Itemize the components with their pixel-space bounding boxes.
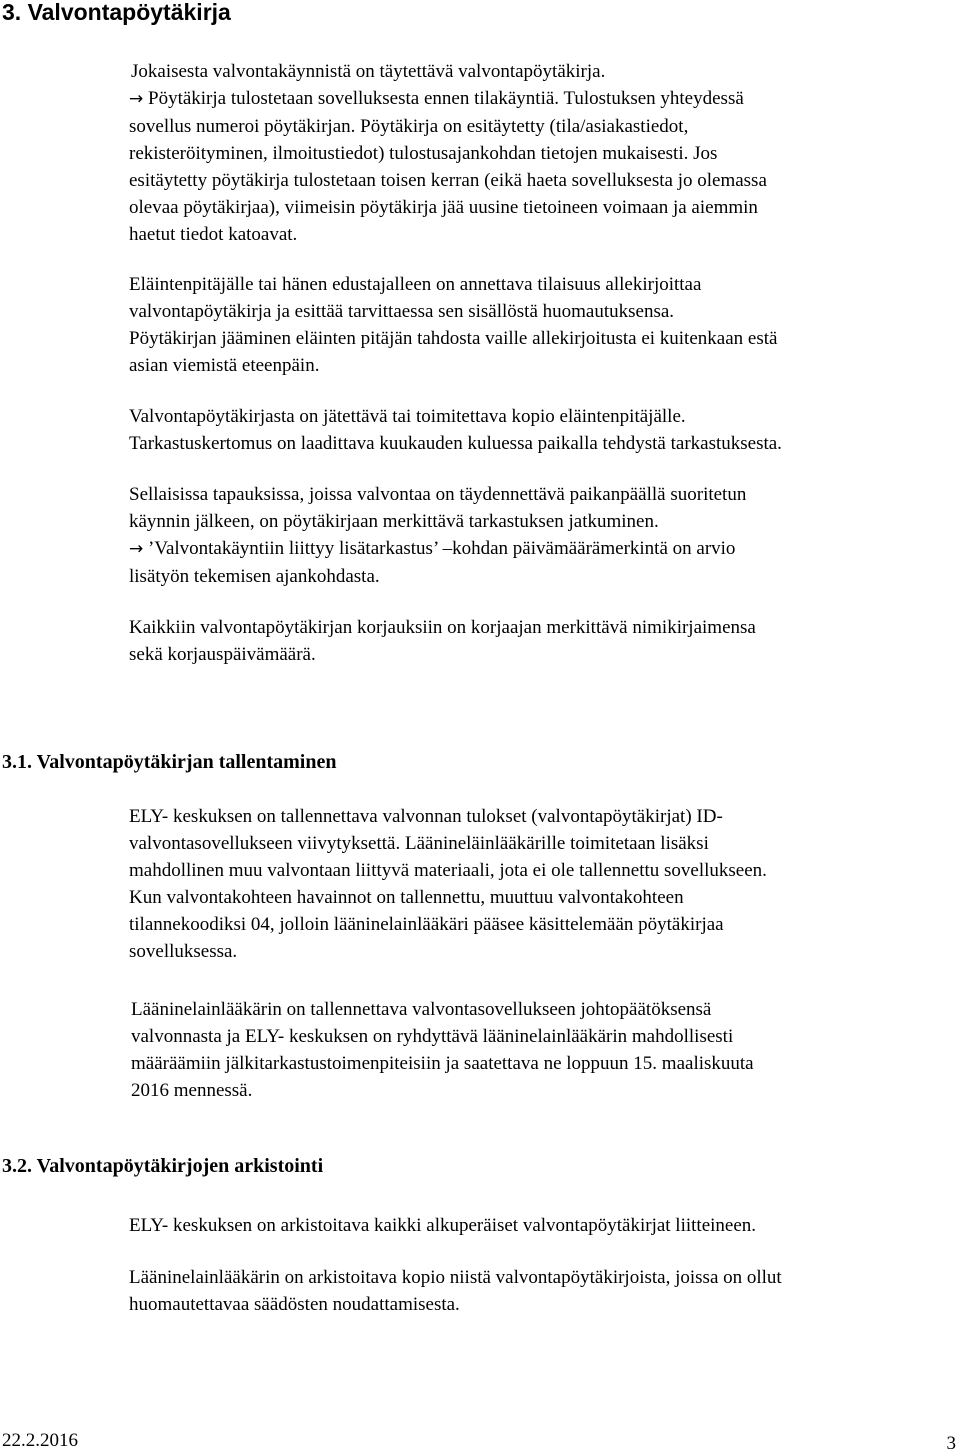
paragraph-line: Jokaisesta valvontakäynnistä on täytettävä valvontapöytäkirja. xyxy=(131,61,606,82)
paragraph-line: ELY- keskuksen on tallennettava valvonnan tulokset (valvontapöytäkirjat) ID- xyxy=(129,806,723,827)
subsection-heading: 3.2. Valvontapöytäkirjojen arkistointi xyxy=(2,1155,324,1177)
paragraph-line: Kun valvontakohteen havainnot on tallennettu, muuttuu valvontakohteen xyxy=(129,887,684,908)
section-heading: 3. Valvontapöytäkirja xyxy=(2,0,231,25)
paragraph-line: Lääninelainlääkärin on tallennettava valvontasovellukseen johtopäätöksensä xyxy=(131,999,712,1020)
arrow-right-icon: → xyxy=(129,539,144,559)
paragraph-line xyxy=(129,535,746,563)
paragraph-line: määräämiin jälkitarkastustoimenpiteisiin ja saatettava ne loppuun 15. maaliskuuta xyxy=(131,1053,754,1074)
paragraph-line: rekisteröityminen, ilmoitustiedot) tulostusajankohdan tietojen mukaisesti. Jos xyxy=(129,143,718,164)
paragraph-text: Pöytäkirja tulostetaan sovelluksesta ennen tilakäyntiä. Tulostuksen yhteydessä xyxy=(148,88,744,109)
paragraph-line: haetut tiedot katoavat. xyxy=(129,224,298,245)
paragraph-line: Tarkastuskertomus on laadittava kuukauden kuluessa paikalla tehdystä tarkastuksesta. xyxy=(129,433,782,454)
copy-paragraph xyxy=(129,403,782,457)
paragraph-line: esitäytetty pöytäkirja tulostetaan toisen kerran (eikä haeta sovelluksesta jo olemassa xyxy=(129,170,767,191)
page-number: 3 xyxy=(946,1433,956,1454)
footer-date: 22.2.2016 xyxy=(2,1430,78,1451)
paragraph-line: Sellaisissa tapauksissa, joissa valvontaa on täydennettävä paikanpäällä suoritetun xyxy=(129,484,747,505)
paragraph-line: käynnin jälkeen, on pöytäkirjaan merkittävä tarkastuksen jatkuminen. xyxy=(129,511,659,532)
paragraph-line: sekä korjauspäivämäärä. xyxy=(129,644,316,665)
paragraph-line: lisätyön tekemisen ajankohdasta. xyxy=(129,566,380,587)
archiving-paragraph xyxy=(129,1212,756,1239)
paragraph-line: Kaikkiin valvontapöytäkirjan korjauksiin on korjaajan merkittävä nimikirjaimensa xyxy=(129,617,756,638)
paragraph-line: valvontasovellukseen viivytyksettä. Läänineläinlääkärille toimitetaan lisäksi xyxy=(129,833,709,854)
paragraph-line: valvontapöytäkirja ja esittää tarvittaessa sen sisällöstä huomautuksensa. xyxy=(129,301,675,322)
copy-archiving-paragraph xyxy=(129,1264,782,1318)
paragraph-line: mahdollinen muu valvontaan liittyvä materiaali, jota ei ole tallennettu sovellukseen. xyxy=(129,860,767,881)
arrow-right-icon: → xyxy=(129,89,144,109)
paragraph-line: olevaa pöytäkirjaa), viimeisin pöytäkirja jää uusine tietoineen voimaan ja aiemmin xyxy=(129,197,758,218)
paragraph-line: Eläintenpitäjälle tai hänen edustajalleen on annettava tilaisuus allekirjoittaa xyxy=(129,274,702,295)
paragraph-line: sovelluksessa. xyxy=(129,941,238,962)
paragraph-line xyxy=(129,85,767,113)
subsection-heading: 3.1. Valvontapöytäkirjan tallentaminen xyxy=(2,751,337,773)
paragraph-text: ’Valvontakäyntiin liittyy lisätarkastus’ –kohdan päivämäärämerkintä on arvio xyxy=(148,538,736,559)
paragraph-line: 2016 mennessä. xyxy=(131,1080,253,1101)
corrections-paragraph xyxy=(129,614,756,668)
saving-paragraph xyxy=(129,803,767,965)
paragraph-line: tilannekoodiksi 04, jolloin lääninelainlääkäri pääsee käsittelemään pöytäkirjaa xyxy=(129,914,724,935)
signature-paragraph xyxy=(129,271,777,379)
intro-paragraph xyxy=(129,58,767,248)
paragraph-line: huomautettavaa säädösten noudattamisesta. xyxy=(129,1294,460,1315)
follow-up-paragraph xyxy=(129,481,746,590)
paragraph-line: asian viemistä eteenpäin. xyxy=(129,355,320,376)
paragraph-line: Valvontapöytäkirjasta on jätettävä tai toimitettava kopio eläintenpitäjälle. xyxy=(129,406,686,427)
conclusions-paragraph xyxy=(131,996,754,1104)
paragraph-line: Lääninelainlääkärin on arkistoitava kopio niistä valvontapöytäkirjoista, joissa on ollut xyxy=(129,1267,782,1288)
paragraph-line: ELY- keskuksen on arkistoitava kaikki alkuperäiset valvontapöytäkirjat liitteineen. xyxy=(129,1215,757,1236)
paragraph-line: valvonnasta ja ELY- keskuksen on ryhdyttävä lääninelainlääkärin mahdollisesti xyxy=(131,1026,734,1047)
paragraph-line: Pöytäkirjan jääminen eläinten pitäjän tahdosta vaille allekirjoitusta ei kuitenkaan estä xyxy=(129,328,778,349)
paragraph-line: sovellus numeroi pöytäkirjan. Pöytäkirja on esitäytetty (tila/asiakastiedot, xyxy=(129,116,689,137)
